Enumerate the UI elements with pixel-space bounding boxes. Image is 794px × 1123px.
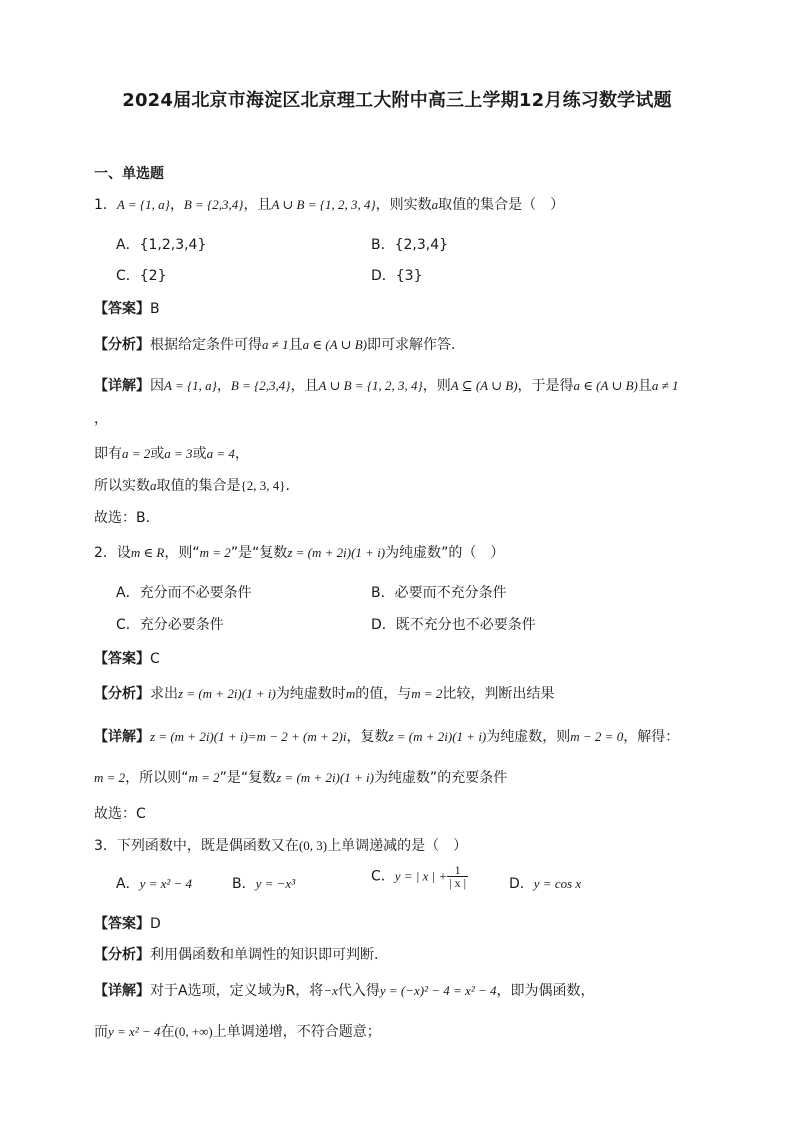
fraction: $\frac{1}{| x |}$	[449, 863, 467, 890]
q1-detail-line2: 即有a = 2或a = 3或a = 4，	[94, 446, 249, 462]
q3-number: 3．	[94, 838, 117, 854]
q1-option-a: A．{1,2,3,4}	[116, 237, 207, 253]
q1-detail-line3: 所以实数a取值的集合是{2, 3, 4}.	[94, 478, 290, 494]
q2-option-d: D．既不充分也不必要条件	[371, 617, 536, 633]
q3-option-c: C．y = | x | + $\frac{1}{| x |}$	[371, 863, 467, 890]
q2-option-c: C．充分必要条件	[116, 617, 224, 633]
page-title: 2024届北京市海淀区北京理工大附中高三上学期12月练习数学试题	[122, 90, 672, 111]
q1-analysis: 【分析】根据给定条件可得a ≠ 1且a ∈ (A ∪ B)即可求解作答.	[94, 337, 456, 353]
q3-detail-line2: 而y = x² − 4在(0, +∞)上单调递增，不符合题意；	[94, 1024, 381, 1040]
q3-analysis: 【分析】利用偶函数和单调性的知识即可判断.	[94, 947, 379, 963]
analysis-label: 【分析】	[94, 947, 150, 963]
q3-answer: 【答案】D	[94, 916, 161, 932]
analysis-label: 【分析】	[94, 686, 150, 702]
q3-detail-line1: 【详解】对于A选项，定义域为R，将−x代入得y = (−x)² − 4 = x² − 4，即为偶函数，	[94, 983, 595, 999]
answer-label: 【答案】	[94, 916, 150, 932]
q2-option-a: A．充分而不必要条件	[116, 585, 252, 601]
detail-label: 【详解】	[94, 983, 150, 999]
q1-option-c: C．{2}	[116, 268, 167, 284]
q2-stem: 2．设m ∈ R，则“m = 2”是“复数z = (m + 2i)(1 + i)为纯虚数”的（ ）	[94, 545, 505, 561]
section-heading: 一、单选题	[94, 166, 164, 182]
q1-conclusion: 故选：B.	[94, 510, 151, 526]
detail-label: 【详解】	[94, 378, 150, 394]
q1-stem: 1．A = {1, a}，B = {2,3,4}，且A ∪ B = {1, 2, 3, 4}，则实数a取值的集合是（ ）	[94, 197, 565, 213]
q1-number: 1．	[94, 197, 117, 213]
q1-detail-comma: ，	[94, 411, 108, 427]
detail-label: 【详解】	[94, 729, 150, 745]
q1-answer: 【答案】B	[94, 301, 160, 317]
q2-analysis: 【分析】求出z = (m + 2i)(1 + i)为纯虚数时m的值，与m = 2比较，判断出结果	[94, 686, 555, 702]
q1-detail-line1: 【详解】因A = {1, a}，B = {2,3,4}，且A ∪ B = {1, 2, 3, 4}，则A ⊆ (A ∪ B)，于是得a ∈ (A ∪ B)且a ≠ 1	[94, 378, 679, 394]
q3-option-d: D．y = cos x	[509, 876, 582, 892]
q2-detail-line2: m = 2，所以则“m = 2”是“复数z = (m + 2i)(1 + i)为纯虚数”的充要条件	[94, 770, 508, 786]
answer-label: 【答案】	[94, 301, 150, 317]
q3-stem: 3．下列函数中，既是偶函数又在(0, 3)上单调递减的是（ ）	[94, 838, 468, 854]
q3-option-b: B．y = −x³	[232, 876, 296, 892]
q2-answer: 【答案】C	[94, 651, 160, 667]
analysis-label: 【分析】	[94, 337, 150, 353]
q2-detail-line1: 【详解】z = (m + 2i)(1 + i)=m − 2 + (m + 2)i，复数z = (m + 2i)(1 + i)为纯虚数，则m − 2 = 0，解得：	[94, 729, 680, 745]
q1-option-b: B．{2,3,4}	[371, 237, 449, 253]
q1-option-d: D．{3}	[371, 268, 423, 284]
q2-conclusion: 故选：C	[94, 806, 146, 822]
q2-number: 2．	[94, 545, 117, 561]
q3-option-a: A．y = x² − 4	[116, 876, 193, 892]
answer-label: 【答案】	[94, 651, 150, 667]
q2-option-b: B．必要而不充分条件	[371, 585, 507, 601]
